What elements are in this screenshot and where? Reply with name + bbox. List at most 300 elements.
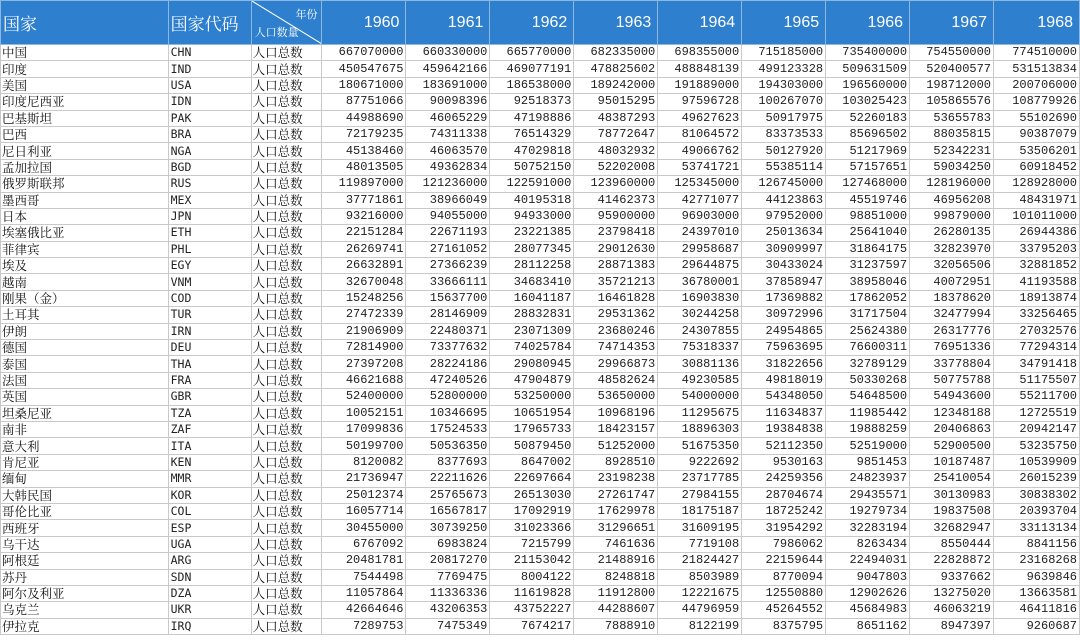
indicator-cell[interactable]: 人口总数 xyxy=(251,405,321,421)
population-value-cell[interactable]: 53655783 xyxy=(910,110,994,126)
population-value-cell[interactable]: 74714353 xyxy=(574,340,658,356)
population-value-cell[interactable]: 23717785 xyxy=(658,471,742,487)
population-value-cell[interactable]: 30130983 xyxy=(910,487,994,503)
indicator-cell[interactable]: 人口总数 xyxy=(251,143,321,159)
population-value-cell[interactable]: 660330000 xyxy=(406,45,490,61)
population-value-cell[interactable]: 17099836 xyxy=(321,421,406,437)
population-value-cell[interactable]: 46063570 xyxy=(406,143,490,159)
population-value-cell[interactable]: 33666111 xyxy=(406,274,490,290)
country-name-cell[interactable]: 大韩民国 xyxy=(1,487,169,503)
population-value-cell[interactable]: 10346695 xyxy=(406,405,490,421)
population-value-cell[interactable]: 7769475 xyxy=(406,569,490,585)
population-value-cell[interactable]: 31296651 xyxy=(574,520,658,536)
population-value-cell[interactable]: 29958687 xyxy=(658,241,742,257)
population-value-cell[interactable]: 55211700 xyxy=(994,389,1080,405)
population-value-cell[interactable]: 34683410 xyxy=(490,274,574,290)
population-value-cell[interactable]: 17862052 xyxy=(826,290,910,306)
population-value-cell[interactable]: 9851453 xyxy=(826,454,910,470)
population-value-cell[interactable]: 32670048 xyxy=(321,274,406,290)
population-value-cell[interactable]: 18423157 xyxy=(574,421,658,437)
population-value-cell[interactable]: 32881852 xyxy=(994,258,1080,274)
indicator-cell[interactable]: 人口总数 xyxy=(251,503,321,519)
header-year-cell[interactable]: 1962 xyxy=(490,1,574,45)
population-value-cell[interactable]: 128196000 xyxy=(910,176,994,192)
population-value-cell[interactable]: 47240526 xyxy=(406,372,490,388)
population-value-cell[interactable]: 18896303 xyxy=(658,421,742,437)
population-value-cell[interactable]: 44288607 xyxy=(574,602,658,618)
population-value-cell[interactable]: 7986062 xyxy=(742,536,826,552)
population-value-cell[interactable]: 186538000 xyxy=(490,77,574,93)
population-value-cell[interactable]: 37858947 xyxy=(742,274,826,290)
population-value-cell[interactable]: 76514329 xyxy=(490,126,574,142)
population-value-cell[interactable]: 46063219 xyxy=(910,602,994,618)
population-value-cell[interactable]: 42664646 xyxy=(321,602,406,618)
population-value-cell[interactable]: 17524533 xyxy=(406,421,490,437)
population-value-cell[interactable]: 52800000 xyxy=(406,389,490,405)
indicator-cell[interactable]: 人口总数 xyxy=(251,323,321,339)
indicator-cell[interactable]: 人口总数 xyxy=(251,159,321,175)
population-value-cell[interactable]: 45264552 xyxy=(742,602,826,618)
population-value-cell[interactable]: 32056506 xyxy=(910,258,994,274)
population-value-cell[interactable]: 10539909 xyxy=(994,454,1080,470)
population-value-cell[interactable]: 97596728 xyxy=(658,94,742,110)
population-value-cell[interactable]: 45519746 xyxy=(826,192,910,208)
indicator-cell[interactable]: 人口总数 xyxy=(251,520,321,536)
population-value-cell[interactable]: 101011000 xyxy=(994,208,1080,224)
population-value-cell[interactable]: 450547675 xyxy=(321,61,406,77)
population-value-cell[interactable]: 47904879 xyxy=(490,372,574,388)
country-code-cell[interactable]: UGA xyxy=(168,536,251,552)
population-value-cell[interactable]: 19837508 xyxy=(910,503,994,519)
population-value-cell[interactable]: 10052151 xyxy=(321,405,406,421)
indicator-cell[interactable]: 人口总数 xyxy=(251,569,321,585)
population-value-cell[interactable]: 754550000 xyxy=(910,45,994,61)
country-code-cell[interactable]: MMR xyxy=(168,471,251,487)
country-name-cell[interactable]: 俄罗斯联邦 xyxy=(1,176,169,192)
population-value-cell[interactable]: 20481781 xyxy=(321,553,406,569)
population-value-cell[interactable]: 20393704 xyxy=(994,503,1080,519)
country-name-cell[interactable]: 孟加拉国 xyxy=(1,159,169,175)
population-value-cell[interactable]: 7719108 xyxy=(658,536,742,552)
population-value-cell[interactable]: 24397010 xyxy=(658,225,742,241)
country-code-cell[interactable]: PAK xyxy=(168,110,251,126)
header-year-cell[interactable]: 1968 xyxy=(994,1,1080,45)
population-value-cell[interactable]: 15248256 xyxy=(321,290,406,306)
population-value-cell[interactable]: 17092919 xyxy=(490,503,574,519)
population-value-cell[interactable]: 25765673 xyxy=(406,487,490,503)
population-value-cell[interactable]: 103025423 xyxy=(826,94,910,110)
population-value-cell[interactable]: 16903830 xyxy=(658,290,742,306)
population-value-cell[interactable]: 30433024 xyxy=(742,258,826,274)
population-value-cell[interactable]: 11336336 xyxy=(406,585,490,601)
population-value-cell[interactable]: 41462373 xyxy=(574,192,658,208)
population-value-cell[interactable]: 22480371 xyxy=(406,323,490,339)
population-value-cell[interactable]: 8770094 xyxy=(742,569,826,585)
population-value-cell[interactable]: 196560000 xyxy=(826,77,910,93)
population-value-cell[interactable]: 43206353 xyxy=(406,602,490,618)
country-code-cell[interactable]: COL xyxy=(168,503,251,519)
population-value-cell[interactable]: 12725519 xyxy=(994,405,1080,421)
population-value-cell[interactable]: 76951336 xyxy=(910,340,994,356)
population-value-cell[interactable]: 183691000 xyxy=(406,77,490,93)
population-value-cell[interactable]: 478825602 xyxy=(574,61,658,77)
country-code-cell[interactable]: TZA xyxy=(168,405,251,421)
population-value-cell[interactable]: 50330268 xyxy=(826,372,910,388)
country-name-cell[interactable]: 乌干达 xyxy=(1,536,169,552)
population-value-cell[interactable]: 682335000 xyxy=(574,45,658,61)
population-value-cell[interactable]: 32682947 xyxy=(910,520,994,536)
population-value-cell[interactable]: 22697664 xyxy=(490,471,574,487)
population-value-cell[interactable]: 47029818 xyxy=(490,143,574,159)
country-code-cell[interactable]: IND xyxy=(168,61,251,77)
population-value-cell[interactable]: 7888910 xyxy=(574,618,658,634)
population-value-cell[interactable]: 57157651 xyxy=(826,159,910,175)
population-value-cell[interactable]: 7475349 xyxy=(406,618,490,634)
country-code-cell[interactable]: THA xyxy=(168,356,251,372)
population-value-cell[interactable]: 667070000 xyxy=(321,45,406,61)
population-value-cell[interactable]: 6767092 xyxy=(321,536,406,552)
population-value-cell[interactable]: 22671193 xyxy=(406,225,490,241)
population-value-cell[interactable]: 191889000 xyxy=(658,77,742,93)
population-value-cell[interactable]: 48032932 xyxy=(574,143,658,159)
population-value-cell[interactable]: 17965733 xyxy=(490,421,574,437)
population-value-cell[interactable]: 23798418 xyxy=(574,225,658,241)
indicator-cell[interactable]: 人口总数 xyxy=(251,340,321,356)
population-value-cell[interactable]: 9260687 xyxy=(994,618,1080,634)
population-value-cell[interactable]: 31717504 xyxy=(826,307,910,323)
country-name-cell[interactable]: 西班牙 xyxy=(1,520,169,536)
country-name-cell[interactable]: 巴西 xyxy=(1,126,169,142)
population-value-cell[interactable]: 21736947 xyxy=(321,471,406,487)
header-diagonal-cell[interactable] xyxy=(251,1,321,45)
country-code-cell[interactable]: NGA xyxy=(168,143,251,159)
population-value-cell[interactable]: 59034250 xyxy=(910,159,994,175)
population-value-cell[interactable]: 51217969 xyxy=(826,143,910,159)
population-value-cell[interactable]: 19384838 xyxy=(742,421,826,437)
population-value-cell[interactable]: 54348050 xyxy=(742,389,826,405)
population-value-cell[interactable]: 26280135 xyxy=(910,225,994,241)
country-name-cell[interactable]: 泰国 xyxy=(1,356,169,372)
population-value-cell[interactable]: 52519000 xyxy=(826,438,910,454)
country-code-cell[interactable]: MEX xyxy=(168,192,251,208)
population-value-cell[interactable]: 29080945 xyxy=(490,356,574,372)
population-value-cell[interactable]: 52202008 xyxy=(574,159,658,175)
population-value-cell[interactable]: 52260183 xyxy=(826,110,910,126)
country-name-cell[interactable]: 苏丹 xyxy=(1,569,169,585)
country-name-cell[interactable]: 尼日利亚 xyxy=(1,143,169,159)
population-value-cell[interactable]: 121236000 xyxy=(406,176,490,192)
population-value-cell[interactable]: 108779926 xyxy=(994,94,1080,110)
population-value-cell[interactable]: 53250000 xyxy=(490,389,574,405)
population-value-cell[interactable]: 49066762 xyxy=(658,143,742,159)
indicator-cell[interactable]: 人口总数 xyxy=(251,45,321,61)
population-value-cell[interactable]: 55102690 xyxy=(994,110,1080,126)
country-name-cell[interactable]: 日本 xyxy=(1,208,169,224)
header-year-cell[interactable]: 1964 xyxy=(658,1,742,45)
population-value-cell[interactable]: 55385114 xyxy=(742,159,826,175)
country-code-cell[interactable]: CHN xyxy=(168,45,251,61)
population-value-cell[interactable]: 48013505 xyxy=(321,159,406,175)
population-value-cell[interactable]: 8841156 xyxy=(994,536,1080,552)
population-value-cell[interactable]: 94933000 xyxy=(490,208,574,224)
country-name-cell[interactable]: 肯尼亚 xyxy=(1,454,169,470)
country-name-cell[interactable]: 土耳其 xyxy=(1,307,169,323)
population-value-cell[interactable]: 31864175 xyxy=(826,241,910,257)
header-year-cell[interactable]: 1965 xyxy=(742,1,826,45)
country-code-cell[interactable]: RUS xyxy=(168,176,251,192)
country-code-cell[interactable]: ZAF xyxy=(168,421,251,437)
country-name-cell[interactable]: 印度 xyxy=(1,61,169,77)
population-value-cell[interactable]: 20942147 xyxy=(994,421,1080,437)
population-value-cell[interactable]: 10187487 xyxy=(910,454,994,470)
indicator-cell[interactable]: 人口总数 xyxy=(251,94,321,110)
population-value-cell[interactable]: 72179235 xyxy=(321,126,406,142)
population-value-cell[interactable]: 20406863 xyxy=(910,421,994,437)
population-value-cell[interactable]: 698355000 xyxy=(658,45,742,61)
population-value-cell[interactable]: 53650000 xyxy=(574,389,658,405)
population-value-cell[interactable]: 26944386 xyxy=(994,225,1080,241)
population-value-cell[interactable]: 50752150 xyxy=(490,159,574,175)
population-value-cell[interactable]: 16567817 xyxy=(406,503,490,519)
population-value-cell[interactable]: 7215799 xyxy=(490,536,574,552)
indicator-cell[interactable]: 人口总数 xyxy=(251,553,321,569)
population-value-cell[interactable]: 54000000 xyxy=(658,389,742,405)
population-value-cell[interactable]: 51175507 xyxy=(994,372,1080,388)
indicator-cell[interactable]: 人口总数 xyxy=(251,258,321,274)
indicator-cell[interactable]: 人口总数 xyxy=(251,389,321,405)
population-value-cell[interactable]: 459642166 xyxy=(406,61,490,77)
population-value-cell[interactable]: 49818019 xyxy=(742,372,826,388)
population-value-cell[interactable]: 26632891 xyxy=(321,258,406,274)
country-code-cell[interactable]: DEU xyxy=(168,340,251,356)
population-value-cell[interactable]: 46065229 xyxy=(406,110,490,126)
population-value-cell[interactable]: 54648500 xyxy=(826,389,910,405)
population-value-cell[interactable]: 15637700 xyxy=(406,290,490,306)
population-value-cell[interactable]: 509631509 xyxy=(826,61,910,77)
population-value-cell[interactable]: 50917975 xyxy=(742,110,826,126)
country-name-cell[interactable]: 中国 xyxy=(1,45,169,61)
population-value-cell[interactable]: 19888259 xyxy=(826,421,910,437)
population-value-cell[interactable]: 125345000 xyxy=(658,176,742,192)
population-value-cell[interactable]: 7544498 xyxy=(321,569,406,585)
population-value-cell[interactable]: 26269741 xyxy=(321,241,406,257)
population-value-cell[interactable]: 469077191 xyxy=(490,61,574,77)
country-code-cell[interactable]: GBR xyxy=(168,389,251,405)
population-value-cell[interactable]: 52112350 xyxy=(742,438,826,454)
population-value-cell[interactable]: 30455000 xyxy=(321,520,406,536)
population-value-cell[interactable]: 127468000 xyxy=(826,176,910,192)
indicator-cell[interactable]: 人口总数 xyxy=(251,585,321,601)
population-value-cell[interactable]: 99879000 xyxy=(910,208,994,224)
population-value-cell[interactable]: 27161052 xyxy=(406,241,490,257)
country-code-cell[interactable]: COD xyxy=(168,290,251,306)
population-value-cell[interactable]: 21153042 xyxy=(490,553,574,569)
population-value-cell[interactable]: 26015239 xyxy=(994,471,1080,487)
population-value-cell[interactable]: 12221675 xyxy=(658,585,742,601)
population-value-cell[interactable]: 25641040 xyxy=(826,225,910,241)
population-value-cell[interactable]: 41193588 xyxy=(994,274,1080,290)
population-value-cell[interactable]: 90387079 xyxy=(994,126,1080,142)
population-value-cell[interactable]: 43752227 xyxy=(490,602,574,618)
population-value-cell[interactable]: 28146909 xyxy=(406,307,490,323)
country-code-cell[interactable]: SDN xyxy=(168,569,251,585)
population-value-cell[interactable]: 774510000 xyxy=(994,45,1080,61)
indicator-cell[interactable]: 人口总数 xyxy=(251,208,321,224)
population-value-cell[interactable]: 46956208 xyxy=(910,192,994,208)
population-value-cell[interactable]: 83373533 xyxy=(742,126,826,142)
country-code-cell[interactable]: FRA xyxy=(168,372,251,388)
population-value-cell[interactable]: 488848139 xyxy=(658,61,742,77)
population-value-cell[interactable]: 24823937 xyxy=(826,471,910,487)
population-value-cell[interactable]: 105865576 xyxy=(910,94,994,110)
population-value-cell[interactable]: 31822656 xyxy=(742,356,826,372)
population-value-cell[interactable]: 30972996 xyxy=(742,307,826,323)
population-value-cell[interactable]: 200706000 xyxy=(994,77,1080,93)
country-name-cell[interactable]: 伊拉克 xyxy=(1,618,169,634)
population-value-cell[interactable]: 715185000 xyxy=(742,45,826,61)
country-code-cell[interactable]: ITA xyxy=(168,438,251,454)
population-value-cell[interactable]: 50775788 xyxy=(910,372,994,388)
population-value-cell[interactable]: 23680246 xyxy=(574,323,658,339)
population-value-cell[interactable]: 100267070 xyxy=(742,94,826,110)
population-value-cell[interactable]: 42771077 xyxy=(658,192,742,208)
indicator-cell[interactable]: 人口总数 xyxy=(251,471,321,487)
country-code-cell[interactable]: BRA xyxy=(168,126,251,142)
country-name-cell[interactable]: 伊朗 xyxy=(1,323,169,339)
indicator-cell[interactable]: 人口总数 xyxy=(251,307,321,323)
header-year-cell[interactable]: 1961 xyxy=(406,1,490,45)
population-value-cell[interactable]: 19279734 xyxy=(826,503,910,519)
header-year-cell[interactable]: 1960 xyxy=(321,1,406,45)
population-value-cell[interactable]: 16041187 xyxy=(490,290,574,306)
population-value-cell[interactable]: 52900500 xyxy=(910,438,994,454)
population-value-cell[interactable]: 33778804 xyxy=(910,356,994,372)
indicator-cell[interactable]: 人口总数 xyxy=(251,454,321,470)
indicator-cell[interactable]: 人口总数 xyxy=(251,192,321,208)
population-value-cell[interactable]: 16057714 xyxy=(321,503,406,519)
population-value-cell[interactable]: 17369882 xyxy=(742,290,826,306)
population-value-cell[interactable]: 32823970 xyxy=(910,241,994,257)
indicator-cell[interactable]: 人口总数 xyxy=(251,290,321,306)
population-value-cell[interactable]: 12348188 xyxy=(910,405,994,421)
population-value-cell[interactable]: 93216000 xyxy=(321,208,406,224)
population-value-cell[interactable]: 11912800 xyxy=(574,585,658,601)
population-value-cell[interactable]: 18378620 xyxy=(910,290,994,306)
header-year-cell[interactable]: 1966 xyxy=(826,1,910,45)
population-value-cell[interactable]: 53741721 xyxy=(658,159,742,175)
population-value-cell[interactable]: 52400000 xyxy=(321,389,406,405)
population-value-cell[interactable]: 50879450 xyxy=(490,438,574,454)
population-value-cell[interactable]: 38958046 xyxy=(826,274,910,290)
population-value-cell[interactable]: 10651954 xyxy=(490,405,574,421)
population-value-cell[interactable]: 31237597 xyxy=(826,258,910,274)
country-name-cell[interactable]: 法国 xyxy=(1,372,169,388)
population-value-cell[interactable]: 40195318 xyxy=(490,192,574,208)
population-value-cell[interactable]: 90098396 xyxy=(406,94,490,110)
country-name-cell[interactable]: 菲律宾 xyxy=(1,241,169,257)
country-code-cell[interactable]: ARG xyxy=(168,553,251,569)
population-value-cell[interactable]: 35721213 xyxy=(574,274,658,290)
population-value-cell[interactable]: 26513030 xyxy=(490,487,574,503)
population-value-cell[interactable]: 122591000 xyxy=(490,176,574,192)
indicator-cell[interactable]: 人口总数 xyxy=(251,77,321,93)
population-value-cell[interactable]: 7674217 xyxy=(490,618,574,634)
population-value-cell[interactable]: 25012374 xyxy=(321,487,406,503)
population-value-cell[interactable]: 180671000 xyxy=(321,77,406,93)
population-value-cell[interactable]: 30909997 xyxy=(742,241,826,257)
population-value-cell[interactable]: 11295675 xyxy=(658,405,742,421)
population-value-cell[interactable]: 29644875 xyxy=(658,258,742,274)
population-value-cell[interactable]: 46621688 xyxy=(321,372,406,388)
population-value-cell[interactable]: 51252000 xyxy=(574,438,658,454)
header-country-cell[interactable]: 国家 xyxy=(1,1,169,45)
population-value-cell[interactable]: 9639846 xyxy=(994,569,1080,585)
population-value-cell[interactable]: 10968196 xyxy=(574,405,658,421)
population-value-cell[interactable]: 31954292 xyxy=(742,520,826,536)
population-value-cell[interactable]: 23221385 xyxy=(490,225,574,241)
country-code-cell[interactable]: UKR xyxy=(168,602,251,618)
population-value-cell[interactable]: 75318337 xyxy=(658,340,742,356)
country-name-cell[interactable]: 印度尼西亚 xyxy=(1,94,169,110)
population-value-cell[interactable]: 22159644 xyxy=(742,553,826,569)
indicator-cell[interactable]: 人口总数 xyxy=(251,618,321,634)
indicator-cell[interactable]: 人口总数 xyxy=(251,225,321,241)
population-value-cell[interactable]: 27397208 xyxy=(321,356,406,372)
population-value-cell[interactable]: 34791418 xyxy=(994,356,1080,372)
country-code-cell[interactable]: ESP xyxy=(168,520,251,536)
population-value-cell[interactable]: 8248818 xyxy=(574,569,658,585)
population-value-cell[interactable]: 53506201 xyxy=(994,143,1080,159)
country-name-cell[interactable]: 埃塞俄比亚 xyxy=(1,225,169,241)
population-value-cell[interactable]: 27032576 xyxy=(994,323,1080,339)
population-value-cell[interactable]: 18913874 xyxy=(994,290,1080,306)
country-name-cell[interactable]: 乌克兰 xyxy=(1,602,169,618)
population-value-cell[interactable]: 76600311 xyxy=(826,340,910,356)
population-value-cell[interactable]: 20817270 xyxy=(406,553,490,569)
population-value-cell[interactable]: 21906909 xyxy=(321,323,406,339)
population-value-cell[interactable]: 198712000 xyxy=(910,77,994,93)
population-value-cell[interactable]: 499123328 xyxy=(742,61,826,77)
population-value-cell[interactable]: 74311338 xyxy=(406,126,490,142)
population-value-cell[interactable]: 27261747 xyxy=(574,487,658,503)
population-value-cell[interactable]: 29012630 xyxy=(574,241,658,257)
population-value-cell[interactable]: 8651162 xyxy=(826,618,910,634)
population-value-cell[interactable]: 8120082 xyxy=(321,454,406,470)
population-value-cell[interactable]: 50127920 xyxy=(742,143,826,159)
indicator-cell[interactable]: 人口总数 xyxy=(251,372,321,388)
population-value-cell[interactable]: 9337662 xyxy=(910,569,994,585)
population-value-cell[interactable]: 24259356 xyxy=(742,471,826,487)
country-code-cell[interactable]: TUR xyxy=(168,307,251,323)
population-value-cell[interactable]: 32283194 xyxy=(826,520,910,536)
population-value-cell[interactable]: 123960000 xyxy=(574,176,658,192)
population-value-cell[interactable]: 16461828 xyxy=(574,290,658,306)
population-value-cell[interactable]: 8122199 xyxy=(658,618,742,634)
population-value-cell[interactable]: 77294314 xyxy=(994,340,1080,356)
population-value-cell[interactable]: 32477994 xyxy=(910,307,994,323)
country-name-cell[interactable]: 刚果（金） xyxy=(1,290,169,306)
country-code-cell[interactable]: IRQ xyxy=(168,618,251,634)
country-code-cell[interactable]: EGY xyxy=(168,258,251,274)
indicator-cell[interactable]: 人口总数 xyxy=(251,438,321,454)
population-value-cell[interactable]: 33795203 xyxy=(994,241,1080,257)
population-value-cell[interactable]: 7289753 xyxy=(321,618,406,634)
country-code-cell[interactable]: BGD xyxy=(168,159,251,175)
indicator-cell[interactable]: 人口总数 xyxy=(251,176,321,192)
country-name-cell[interactable]: 巴基斯坦 xyxy=(1,110,169,126)
population-value-cell[interactable]: 45684983 xyxy=(826,602,910,618)
population-value-cell[interactable]: 60918452 xyxy=(994,159,1080,175)
